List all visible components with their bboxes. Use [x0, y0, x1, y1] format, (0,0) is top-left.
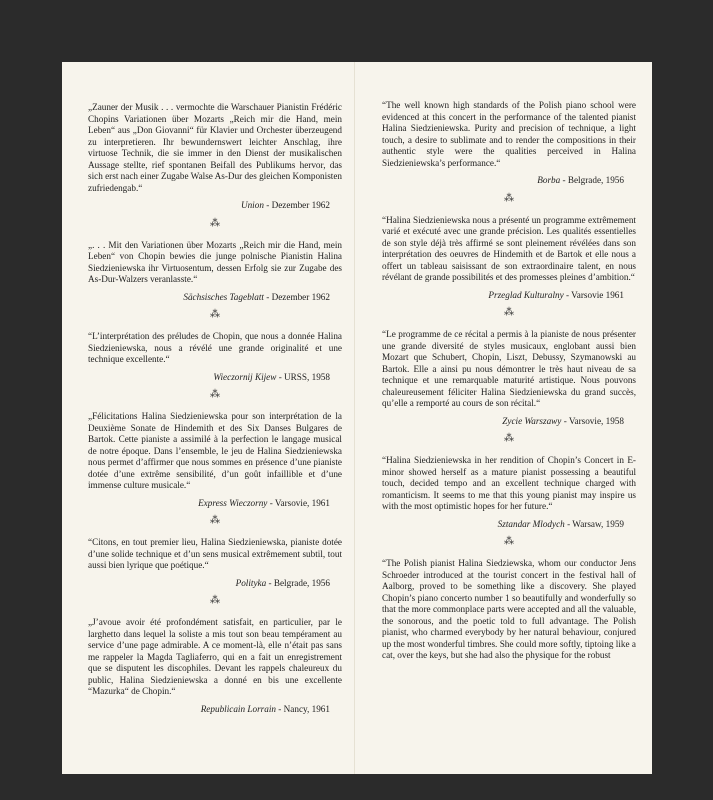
- review-quote: “Halina Siedzieniewska nous a présenté un programme extrêmement varié et exécuté avec une grande précision. Les qualités essentielles de son style déjà très affirmé se sont pleinement révélées dans son interprétation des oeuvres de Hindemith et de Bartok et elle nous a offert un tableau saisissant de son extraordinaire talent, en nous révélant de grande possibilités et des promesses pleines d’ambition.“: [382, 214, 636, 282]
- publication-name: Borba: [537, 175, 561, 185]
- review-item: [382, 329, 636, 427]
- review-item: [382, 215, 636, 302]
- right-column: [382, 100, 636, 662]
- review-source: [382, 290, 624, 302]
- left-column: [88, 102, 342, 715]
- separator-ornament: ⁂: [504, 307, 514, 318]
- publication-name: Sztandar Mlodych: [497, 518, 565, 529]
- separator-ornament: ⁂: [210, 217, 220, 229]
- publication-detail: - Dezember 1962: [263, 200, 330, 210]
- publication-name: Express Wieczorny: [198, 497, 268, 508]
- review-source: [382, 519, 624, 531]
- publication-name: Union: [240, 200, 264, 210]
- separator-ornament: ⁂: [210, 389, 220, 400]
- separator-ornament: ⁂: [210, 515, 220, 526]
- review-quote: “The well known high standards of the Polish piano school were evidenced at this concert in the performance of the talented pianist Halina Siedzieniewska. Purity and precision of technique, a light touch, a desire to sublimate and to render the compositions in their authentic style were the qualities perceived in Halina Siedzieniewska’s performance.“: [382, 100, 636, 168]
- review-source: [88, 372, 330, 384]
- review-quote: „. . . Mit den Variationen über Mozarts „Reich mir die Hand, mein Leben“ von Chopin bewies die junge polnische Pianistin Halina Siedzieniewska ihr Virtuosentum, dessen Erfolg sie zur Zugabe des As-Dur-Walzers veranlasste.“: [88, 239, 342, 284]
- publication-detail: - Dezember 1962: [263, 291, 330, 302]
- separator-ornament: ⁂: [210, 309, 220, 320]
- publication-detail: - Varsovie, 1961: [267, 497, 330, 508]
- review-item: [88, 331, 342, 383]
- publication-detail: - Varsovie, 1958: [561, 415, 624, 426]
- review-quote: “L’interprétation des préludes de Chopin, que nous a donnée Halina Siedzieniewska, nous a révélé une grande originalité et une technique excellente.“: [88, 331, 342, 364]
- review-item: [382, 100, 636, 187]
- publication-detail: - Nancy, 1961: [275, 703, 330, 714]
- review-source: [88, 498, 330, 510]
- separator-ornament: ⁂: [504, 536, 514, 547]
- review-item: [382, 558, 636, 662]
- publication-name: Przeglad Kulturalny: [488, 289, 564, 300]
- publication-detail: - Belgrade, 1956: [560, 175, 624, 185]
- program-sheet: [62, 62, 652, 774]
- separator-ornament: ⁂: [504, 433, 514, 444]
- review-source: [382, 416, 624, 428]
- review-quote: “Citons, en tout premier lieu, Halina Siedzieniewska, pianiste dotée d’une solide technique et d’un sens musical extrêmement subtil, tout aussi bien lyrique que poétique.“: [88, 537, 342, 570]
- publication-name: Polityka: [235, 577, 267, 588]
- review-item: [382, 455, 636, 530]
- publication-name: Wieczornij Kijew: [213, 371, 277, 382]
- review-quote: “Halina Siedzieniewska in her rendition of Chopin’s Concert in E-minor showed herself as a mature pianist possessing a beautiful touch, decided tempo and an excellent technique charged with romanticism. It seems to me that this young pianist may inspire us with the most optimistic hopes for her future.“: [382, 455, 636, 511]
- publication-name: Zycie Warszawy: [502, 415, 562, 426]
- publication-detail: - URSS, 1958: [276, 371, 330, 382]
- separator-ornament: ⁂: [210, 595, 220, 606]
- review-item: [88, 537, 342, 589]
- publication-name: Republicain Lorrain: [200, 703, 276, 714]
- publication-detail: - Warsaw, 1959: [564, 518, 624, 529]
- review-item: [88, 411, 342, 509]
- review-source: [88, 200, 330, 212]
- review-quote: „Zauner der Musik . . . vermochte die Warschauer Pianistin Frédéric Chopins Variationen über Mozarts „Reich mir die Hand, mein Leben“ aus „Don Giovanni“ für Klavier und Orchester überzeugend zu interpretieren. Ihr bewundernswert leichter Anschlag, ihre virtuose Technik, die sie immer in den Dienst der musikalischen Aussage stellte, rief spontanen Beifall des Publikums hervor, das sich erst nach einer Zugabe Walse As-Dur des gleichen Komponisten zufriedengab.“: [88, 102, 342, 193]
- review-source: [88, 292, 330, 304]
- separator-ornament: ⁂: [504, 192, 514, 204]
- publication-detail: - Belgrade, 1956: [266, 577, 330, 588]
- publication-detail: - Varsovie 1961: [563, 289, 624, 300]
- review-source: [88, 704, 330, 716]
- review-item: [88, 102, 342, 212]
- review-quote: “Le programme de ce récital a permis à la pianiste de nous présenter une grande diversité de styles musicaux, englobant aussi bien Mozart que Schubert, Chopin, Liszt, Debussy, Szymanowski au Bartok. Elle a ainsi pu nous démontrer le très haut niveau de sa technique et une remarquable maturité artistique. Nous pouvons chaleureusement féliciter Halina Siedzieniewska du grand succès, qu’elle a remporté au cours de son récital.“: [382, 329, 636, 408]
- review-quote: „J’avoue avoir été profondément satisfait, en particulier, par le larghetto dans lequel la soliste a mis tout son beau tempérament au service d’une page admirable. A ce moment-là, elle n’était pas sans me rappeler la Magda Tagliaferro, qui en a fait un enregistrement que se disputent les discophiles. Devant les rappels chaleureux du public, Halina Siedzieniewska a donné en bis une excellente “Mazurka“ de Chopin.“: [88, 617, 342, 696]
- review-source: [382, 175, 624, 187]
- review-quote: “The Polish pianist Halina Siedziewska, whom our conductor Jens Schroeder introduced at the tourist concert in the festival hall of Aalborg, proved to be something like a discovery. She played Chopin’s piano concerto number 1 so beautifully and wonderfully so that the more commonplace parts were accepted and all the valuable, the sonorous, and the poetic told to full advantage. The Polish pianist, who charmed everybody by her natural behaviour, conjured up the most wonderful timbres. She could more softly, tiptoing like a cat, over the keys, but she had also the physique for the robust: [382, 558, 636, 660]
- review-item: [88, 617, 342, 715]
- review-item: [88, 240, 342, 304]
- page-fold: [354, 62, 355, 774]
- review-source: [88, 578, 330, 590]
- review-quote: „Félicitations Halina Siedzieniewska pour son interprétation de la Deuxième Sonate de Hindemith et des Six Danses Bulgares de Bartok. Cette pianiste a assimilé à la perfection le langage musical de notre époque. Dans l’ensemble, le jeu de Halina Siedzieniewska nous permet d’affirmer que nous sommes en présence d’une pianiste dotée d’une extrême sensibilité, d’un goût infaillible et d’une immense culture musicale.“: [88, 411, 342, 490]
- publication-name: Sächsisches Tageblatt: [183, 291, 264, 302]
